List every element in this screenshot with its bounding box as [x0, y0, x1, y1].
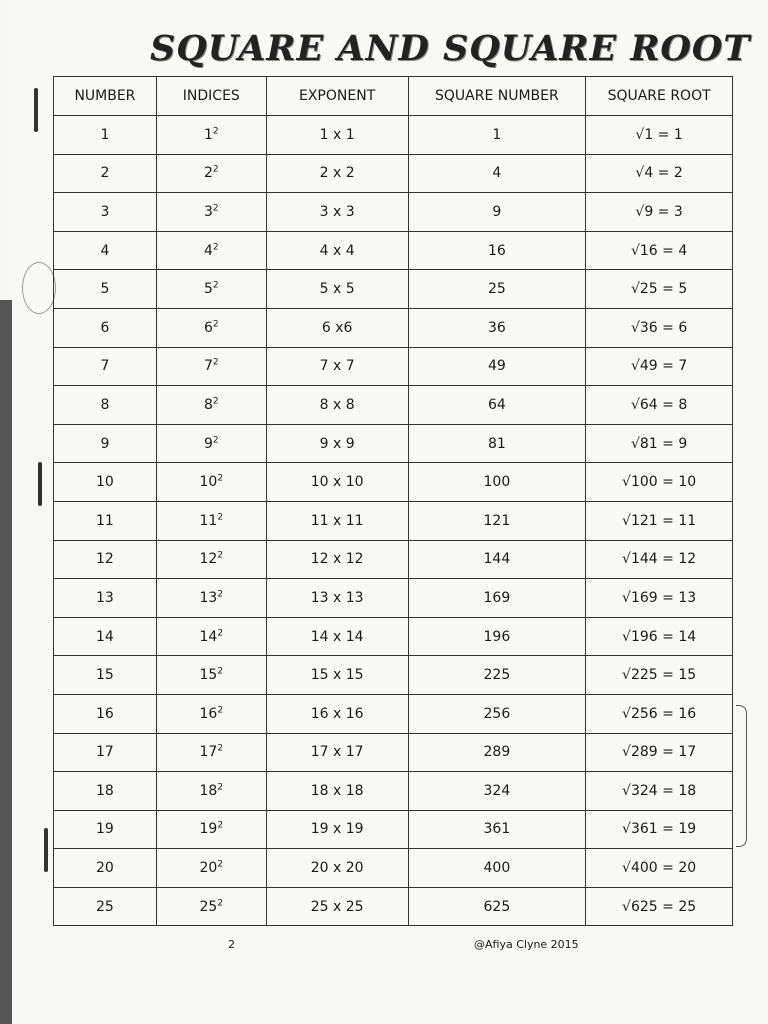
cell-number: 4	[54, 231, 157, 270]
cell-square-root: √25 = 5	[586, 270, 733, 309]
index-base: 20	[199, 860, 218, 877]
cell-square-number: 25	[408, 270, 586, 309]
table-row	[54, 347, 733, 386]
cell-exponent: 14 x 14	[266, 617, 408, 656]
index-base: 19	[199, 821, 218, 838]
cell-number: 10	[54, 463, 157, 502]
cell-exponent: 8 x 8	[266, 386, 408, 425]
table-row	[54, 501, 733, 540]
cell-square-number: 121	[408, 501, 586, 540]
cell-number: 3	[54, 193, 157, 232]
cell-exponent: 9 x 9	[266, 424, 408, 463]
cell-square-number: 81	[408, 424, 586, 463]
copyright-credit: @Afiya Clyne 2015	[474, 938, 579, 951]
cell-square-root: √81 = 9	[586, 424, 733, 463]
index-exponent: 2	[217, 820, 224, 831]
index-base: 11	[199, 512, 218, 529]
cell-indices	[156, 463, 266, 502]
cell-number: 16	[54, 694, 157, 733]
cell-indices	[156, 231, 266, 270]
index-exponent: 2	[217, 589, 224, 600]
index-exponent: 2	[217, 782, 224, 793]
cell-square-number: 256	[408, 694, 586, 733]
table-row	[54, 617, 733, 656]
cell-square-number: 64	[408, 386, 586, 425]
cell-exponent: 6 x6	[266, 308, 408, 347]
cell-indices	[156, 501, 266, 540]
cell-exponent: 12 x 12	[266, 540, 408, 579]
cell-square-number: 324	[408, 772, 586, 811]
cell-square-number: 16	[408, 231, 586, 270]
cell-square-root: √1 = 1	[586, 116, 733, 155]
cell-square-root: √9 = 3	[586, 193, 733, 232]
header-square-root: SQUARE ROOT	[586, 77, 733, 116]
cell-number: 6	[54, 308, 157, 347]
index-exponent: 2	[217, 898, 224, 909]
cell-indices	[156, 656, 266, 695]
cell-indices	[156, 347, 266, 386]
cell-exponent: 7 x 7	[266, 347, 408, 386]
cell-exponent: 19 x 19	[266, 810, 408, 849]
cell-square-root: √169 = 13	[586, 579, 733, 618]
cell-square-root: √625 = 25	[586, 887, 733, 926]
index-exponent: 2	[212, 319, 219, 330]
cell-exponent: 10 x 10	[266, 463, 408, 502]
cell-exponent: 3 x 3	[266, 193, 408, 232]
index-base: 4	[203, 242, 213, 259]
index-base: 10	[199, 474, 218, 491]
pencil-bracket-mark	[736, 705, 747, 847]
cell-indices	[156, 694, 266, 733]
cell-number: 19	[54, 810, 157, 849]
cell-number: 13	[54, 579, 157, 618]
cell-square-number: 361	[408, 810, 586, 849]
table-row	[54, 386, 733, 425]
cell-square-root: √289 = 17	[586, 733, 733, 772]
cell-indices	[156, 270, 266, 309]
index-exponent: 2	[212, 241, 219, 252]
cell-exponent: 18 x 18	[266, 772, 408, 811]
cell-square-root: √361 = 19	[586, 810, 733, 849]
table-row	[54, 308, 733, 347]
cell-exponent: 20 x 20	[266, 849, 408, 888]
index-base: 14	[199, 628, 218, 645]
cell-indices	[156, 849, 266, 888]
index-exponent: 2	[212, 164, 219, 175]
binder-hole-mark	[38, 462, 42, 506]
cell-square-root: √64 = 8	[586, 386, 733, 425]
cell-indices	[156, 193, 266, 232]
cell-number: 12	[54, 540, 157, 579]
cell-square-number: 1	[408, 116, 586, 155]
cell-number: 25	[54, 887, 157, 926]
binder-hole-mark	[34, 88, 38, 132]
table-row	[54, 193, 733, 232]
table-row	[54, 810, 733, 849]
page-number: 2	[228, 938, 235, 951]
cell-exponent: 15 x 15	[266, 656, 408, 695]
cell-indices	[156, 154, 266, 193]
table-row	[54, 424, 733, 463]
cell-number: 1	[54, 116, 157, 155]
cell-square-root: √4 = 2	[586, 154, 733, 193]
cell-indices	[156, 386, 266, 425]
cell-square-number: 36	[408, 308, 586, 347]
index-base: 16	[199, 705, 218, 722]
table-row	[54, 656, 733, 695]
cell-square-root: √144 = 12	[586, 540, 733, 579]
cell-number: 8	[54, 386, 157, 425]
cell-exponent: 1 x 1	[266, 116, 408, 155]
index-exponent: 2	[212, 357, 219, 368]
header-indices: INDICES	[156, 77, 266, 116]
index-base: 6	[203, 319, 213, 336]
index-exponent: 2	[212, 126, 219, 137]
cell-square-number: 625	[408, 887, 586, 926]
cell-square-number: 169	[408, 579, 586, 618]
table-row	[54, 231, 733, 270]
page-title: SQUARE AND SQUARE ROOT	[150, 28, 751, 69]
index-exponent: 2	[217, 666, 224, 677]
table-row	[54, 849, 733, 888]
cell-indices	[156, 772, 266, 811]
cell-square-root: √225 = 15	[586, 656, 733, 695]
cell-square-number: 144	[408, 540, 586, 579]
cell-exponent: 4 x 4	[266, 231, 408, 270]
index-exponent: 2	[217, 627, 224, 638]
index-base: 9	[203, 435, 213, 452]
cell-number: 20	[54, 849, 157, 888]
index-exponent: 2	[217, 705, 224, 716]
cell-indices	[156, 540, 266, 579]
cell-number: 11	[54, 501, 157, 540]
index-exponent: 2	[212, 434, 219, 445]
cell-square-root: √100 = 10	[586, 463, 733, 502]
cell-number: 5	[54, 270, 157, 309]
index-base: 25	[199, 898, 218, 915]
cell-indices	[156, 116, 266, 155]
table-row	[54, 579, 733, 618]
cell-number: 17	[54, 733, 157, 772]
cell-indices	[156, 887, 266, 926]
cell-square-number: 49	[408, 347, 586, 386]
cell-indices	[156, 733, 266, 772]
index-exponent: 2	[217, 512, 224, 523]
cell-square-number: 100	[408, 463, 586, 502]
cell-number: 15	[54, 656, 157, 695]
cell-square-number: 4	[408, 154, 586, 193]
cell-exponent: 11 x 11	[266, 501, 408, 540]
index-base: 18	[199, 782, 218, 799]
index-base: 17	[199, 744, 218, 761]
cell-number: 14	[54, 617, 157, 656]
index-exponent: 2	[217, 550, 224, 561]
index-exponent: 2	[212, 203, 219, 214]
table-row	[54, 694, 733, 733]
cell-exponent: 2 x 2	[266, 154, 408, 193]
index-base: 13	[199, 589, 218, 606]
square-table	[53, 76, 733, 926]
cell-square-root: √36 = 6	[586, 308, 733, 347]
index-base: 15	[199, 667, 218, 684]
cell-number: 9	[54, 424, 157, 463]
cell-exponent: 5 x 5	[266, 270, 408, 309]
cell-indices	[156, 617, 266, 656]
index-base: 1	[203, 126, 213, 143]
table-header-row	[54, 77, 733, 116]
cell-square-root: √49 = 7	[586, 347, 733, 386]
table-body	[54, 116, 733, 926]
header-exponent: EXPONENT	[266, 77, 408, 116]
index-exponent: 2	[217, 473, 224, 484]
cell-indices	[156, 810, 266, 849]
cell-exponent: 13 x 13	[266, 579, 408, 618]
index-exponent: 2	[217, 743, 224, 754]
table-row	[54, 270, 733, 309]
cell-exponent: 17 x 17	[266, 733, 408, 772]
index-base: 12	[199, 551, 218, 568]
cell-square-root: √256 = 16	[586, 694, 733, 733]
table-row	[54, 733, 733, 772]
binder-hole-mark	[44, 828, 48, 872]
cell-square-root: √16 = 4	[586, 231, 733, 270]
cell-number: 18	[54, 772, 157, 811]
header-square-number: SQUARE NUMBER	[408, 77, 586, 116]
cell-square-root: √196 = 14	[586, 617, 733, 656]
cell-square-root: √121 = 11	[586, 501, 733, 540]
cell-number: 2	[54, 154, 157, 193]
cell-square-number: 196	[408, 617, 586, 656]
cell-indices	[156, 424, 266, 463]
table-row	[54, 887, 733, 926]
scan-page-edge	[0, 300, 12, 1024]
table-row	[54, 772, 733, 811]
index-exponent: 2	[217, 859, 224, 870]
cell-square-root: √400 = 20	[586, 849, 733, 888]
cell-number: 7	[54, 347, 157, 386]
cell-square-number: 400	[408, 849, 586, 888]
cell-indices	[156, 579, 266, 618]
index-base: 5	[203, 281, 213, 298]
table-row	[54, 116, 733, 155]
cell-square-number: 9	[408, 193, 586, 232]
index-exponent: 2	[212, 280, 219, 291]
index-base: 8	[203, 396, 213, 413]
table-row	[54, 463, 733, 502]
index-exponent: 2	[212, 396, 219, 407]
header-number: NUMBER	[54, 77, 157, 116]
index-base: 7	[203, 358, 213, 375]
cell-indices	[156, 308, 266, 347]
index-base: 2	[203, 165, 213, 182]
cell-square-number: 289	[408, 733, 586, 772]
cell-exponent: 16 x 16	[266, 694, 408, 733]
pencil-circle-mark	[22, 262, 56, 314]
cell-square-number: 225	[408, 656, 586, 695]
table-row	[54, 540, 733, 579]
index-base: 3	[203, 203, 213, 220]
cell-square-root: √324 = 18	[586, 772, 733, 811]
cell-exponent: 25 x 25	[266, 887, 408, 926]
table-row	[54, 154, 733, 193]
